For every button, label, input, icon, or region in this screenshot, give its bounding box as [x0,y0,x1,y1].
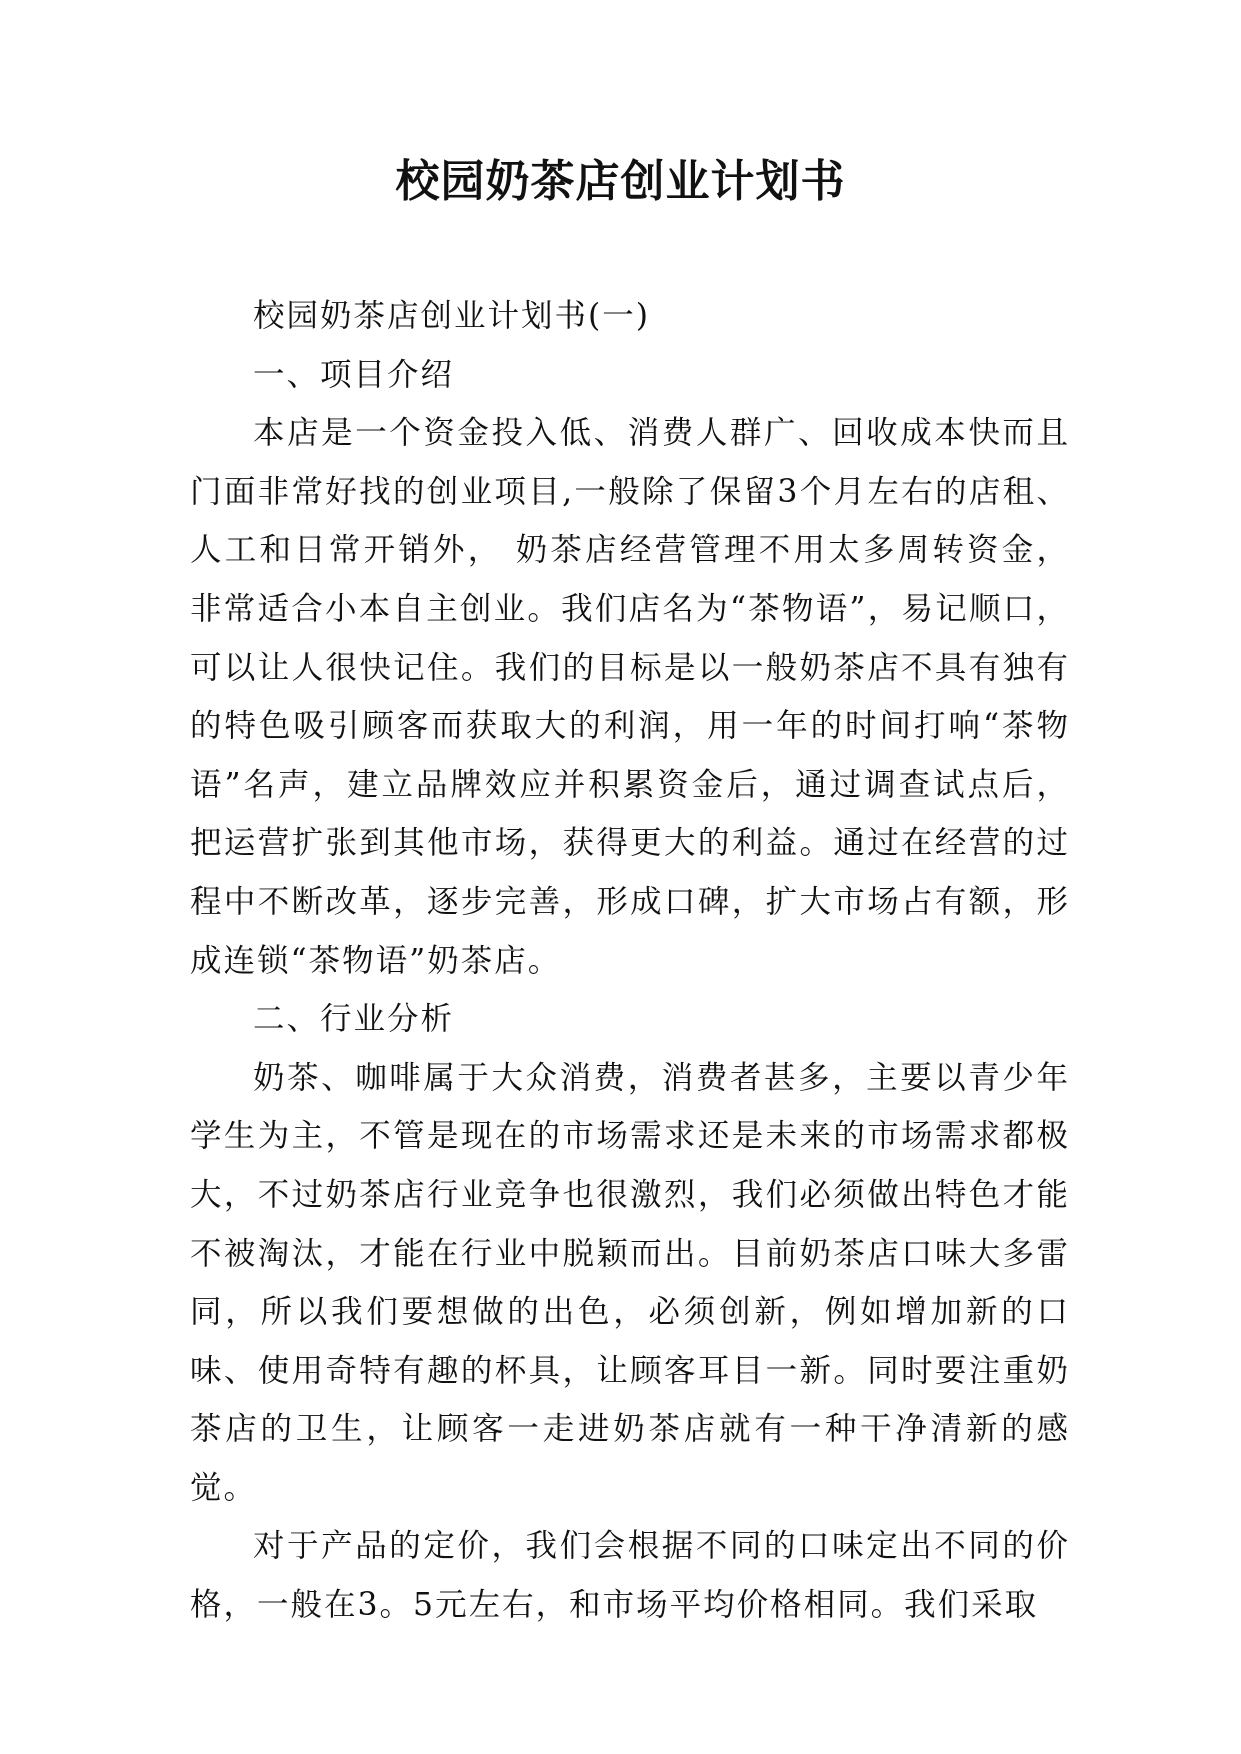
section-heading-project-intro: 一、项目介绍 [253,356,455,393]
document-title: 校园奶茶店创业计划书 [395,156,846,207]
section-heading-industry-analysis: 二、行业分析 [253,1001,455,1038]
industry-analysis-paragraph: 奶茶、咖啡属于大众消费，消费者甚多，主要以青少年学生为主，不管是现在的市场需求还是未来的市场需求都极大，不过奶茶店行业竞争也很激烈，我们必须做出特色才能不被淘汰，才能在行业中脱颖而出。目前奶茶店口味大多雷同，所以我们要想做的出色，必须创新，例如增加新的口味、使用奇特有趣的杯具，让顾客耳目一新。同时要注重奶茶店的卫生，让顾客一走进奶茶店就有一种干净清新的感觉。 [190,1059,1070,1506]
subtitle-paragraph: 校园奶茶店创业计划书(一) [253,298,651,334]
pricing-paragraph: 对于产品的定价，我们会根据不同的口味定出不同的价格，一般在3。5元左右，和市场平均价格相同。我们采取 [190,1528,1070,1624]
project-intro-paragraph: 本店是一个资金投入低、消费人群广、回收成本快而且门面非常好找的创业项目,一般除了保留3个月左右的店租、人工和日常开销外， 奶茶店经营管理不用太多周转资金，非常适合小本自主创业。我们店名为“茶物语”，易记顺口，可以让人很快记住。我们的目标是以一般奶茶店不具有独有的特色吸引顾客而获取大的利润，用一年的时间打响“茶物语”名声，建立品牌效应并积累资金后，通过调查试点后，把运营扩张到其他市场，获得更大的利益。通过在经营的过程中不断改革，逐步完善，形成口碑，扩大市场占有额，形成连锁“茶物语”奶茶店。 [190,415,1070,979]
document-body [190,287,1070,1635]
